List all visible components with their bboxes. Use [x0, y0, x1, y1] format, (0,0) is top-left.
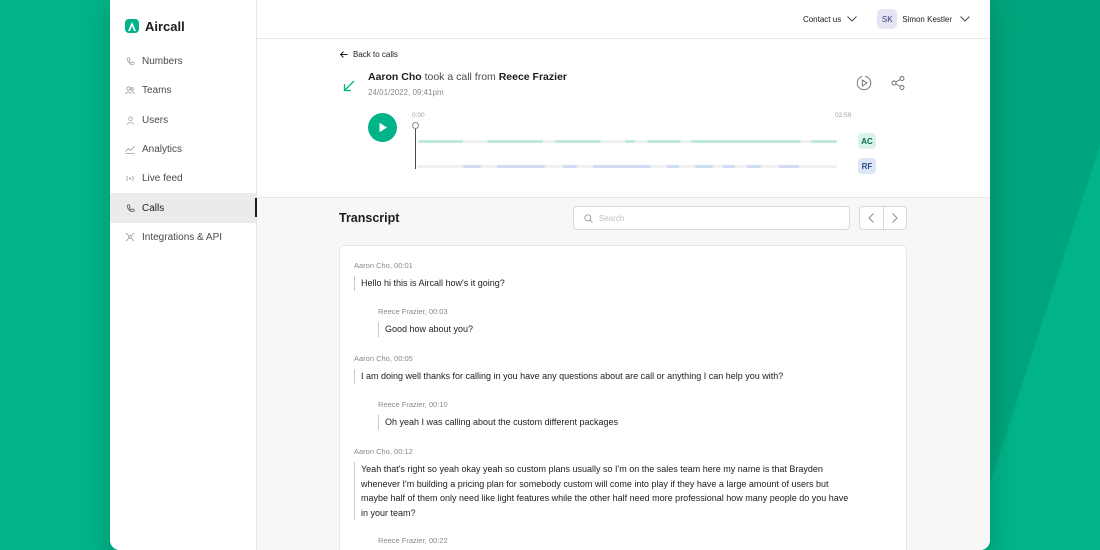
team-icon [125, 86, 135, 96]
track-segment [487, 140, 543, 143]
message-speaker: Reece Frazier, 00:22 [378, 536, 448, 545]
caller-track[interactable] [417, 165, 837, 168]
track-segment [811, 140, 837, 143]
message-speaker: Aaron Cho, 00:01 [354, 261, 413, 270]
sidebar-item-users[interactable] [110, 106, 256, 135]
call-header [257, 39, 990, 198]
chevron-right-icon [892, 213, 898, 223]
track-segment [695, 165, 713, 168]
transcript-panel [339, 245, 907, 550]
contact-us-menu[interactable] [803, 15, 857, 24]
arrow-left-icon [340, 51, 348, 58]
sidebar-item-integrations[interactable] [110, 223, 256, 252]
sidebar-item-label: Teams [142, 85, 172, 97]
sidebar-item-label: Integrations & API [142, 231, 223, 243]
integrations-icon [125, 232, 135, 242]
track-segment [555, 140, 601, 143]
message-speaker: Reece Frazier, 00:03 [378, 307, 448, 316]
user-name: Simon Kestler [902, 14, 952, 24]
transcript-message [354, 261, 874, 291]
chevron-down-icon [960, 16, 970, 22]
aircall-logo-icon [125, 19, 139, 33]
transcript-message [354, 447, 854, 520]
play-icon [378, 122, 388, 133]
track-segment [563, 165, 577, 168]
search-icon [584, 214, 593, 223]
transcript-title: Transcript [339, 211, 400, 225]
chevron-down-icon [847, 16, 857, 22]
time-end: 02:59 [835, 112, 852, 119]
sidebar-item-teams[interactable] [110, 76, 256, 105]
message-speaker: Aaron Cho, 00:05 [354, 354, 413, 363]
share-icon[interactable] [889, 74, 907, 92]
sidebar-item-label: Users [142, 114, 169, 126]
message-text: Good how about you? [378, 322, 878, 337]
call-verb: took a call from [421, 71, 499, 83]
track-segment [625, 140, 635, 143]
back-label: Back to calls [353, 50, 398, 59]
sidebar [110, 0, 257, 550]
track-segment [593, 165, 651, 168]
search-input[interactable] [599, 214, 829, 223]
call-datetime: 24/01/2022, 09:41pm [368, 88, 444, 97]
previous-result-button[interactable] [860, 207, 884, 229]
incoming-call-icon [343, 79, 355, 97]
playhead-line [415, 126, 416, 169]
phone-icon [125, 203, 135, 213]
sidebar-item-label: Live feed [142, 173, 183, 185]
transcript-message [378, 307, 878, 337]
avatar: SK [877, 9, 897, 29]
message-speaker: Reece Frazier, 00:10 [378, 400, 448, 409]
track-segment [497, 165, 545, 168]
app-name: Aircall [145, 18, 185, 34]
agent-track-badge: AC [858, 133, 876, 149]
main-content [257, 198, 990, 550]
caller-name: Reece Frazier [498, 71, 567, 83]
track-segment [747, 165, 761, 168]
time-start: 0:00 [412, 112, 425, 119]
app-window [110, 0, 990, 550]
user-menu[interactable] [877, 9, 970, 29]
user-icon [125, 115, 135, 125]
track-segment [463, 165, 481, 168]
agent-name: Aaron Cho [368, 71, 422, 83]
next-result-button[interactable] [884, 207, 907, 229]
phone-icon [125, 57, 135, 67]
track-segment [723, 165, 735, 168]
back-to-calls-link[interactable] [340, 50, 398, 59]
playhead-handle[interactable] [412, 122, 419, 129]
agent-track[interactable] [417, 140, 837, 143]
sidebar-item-analytics[interactable] [110, 135, 256, 164]
caller-track-badge: RF [858, 158, 876, 174]
transcript-message [354, 354, 874, 384]
sidebar-item-label: Analytics [142, 144, 183, 156]
transcript-message [378, 536, 878, 545]
sidebar-item-label: Numbers [142, 56, 183, 68]
playback-speed-icon[interactable] [855, 74, 873, 92]
track-segment [647, 140, 681, 143]
analytics-icon [125, 145, 135, 155]
track-segment [419, 140, 463, 143]
logo[interactable] [110, 0, 256, 40]
call-title [368, 71, 567, 83]
message-speaker: Aaron Cho, 00:12 [354, 447, 413, 456]
track-segment [779, 165, 799, 168]
search-box [573, 206, 850, 230]
chevron-left-icon [868, 213, 874, 223]
track-segment [667, 165, 679, 168]
message-text: Oh yeah I was calling about the custom different packages [378, 415, 878, 430]
top-bar [257, 0, 990, 39]
sidebar-nav [110, 47, 256, 252]
message-text: Yeah that's right so yeah okay yeah so custom plans usually so I'm on the sales team here my name is that Brayden whenever I'm building a pricing plan for somebody custom will come into play if they have a large amount of users but maybe half of them only need like light features while the other half need more professional how many people do you have in your team? [354, 462, 854, 520]
sidebar-item-calls[interactable] [110, 193, 256, 222]
play-button[interactable] [368, 113, 397, 142]
search-pager [859, 206, 907, 230]
sidebar-item-numbers[interactable] [110, 47, 256, 76]
contact-us-label: Contact us [802, 14, 842, 24]
track-segment [691, 140, 801, 143]
live-feed-icon [125, 174, 135, 184]
message-text: Hello hi this is Aircall how's it going? [354, 276, 874, 291]
sidebar-item-label: Calls [142, 202, 165, 214]
message-text: I am doing well thanks for calling in you have any questions about are call or anything I can help you with? [354, 369, 874, 384]
sidebar-item-live-feed[interactable] [110, 164, 256, 193]
transcript-message [378, 400, 878, 430]
